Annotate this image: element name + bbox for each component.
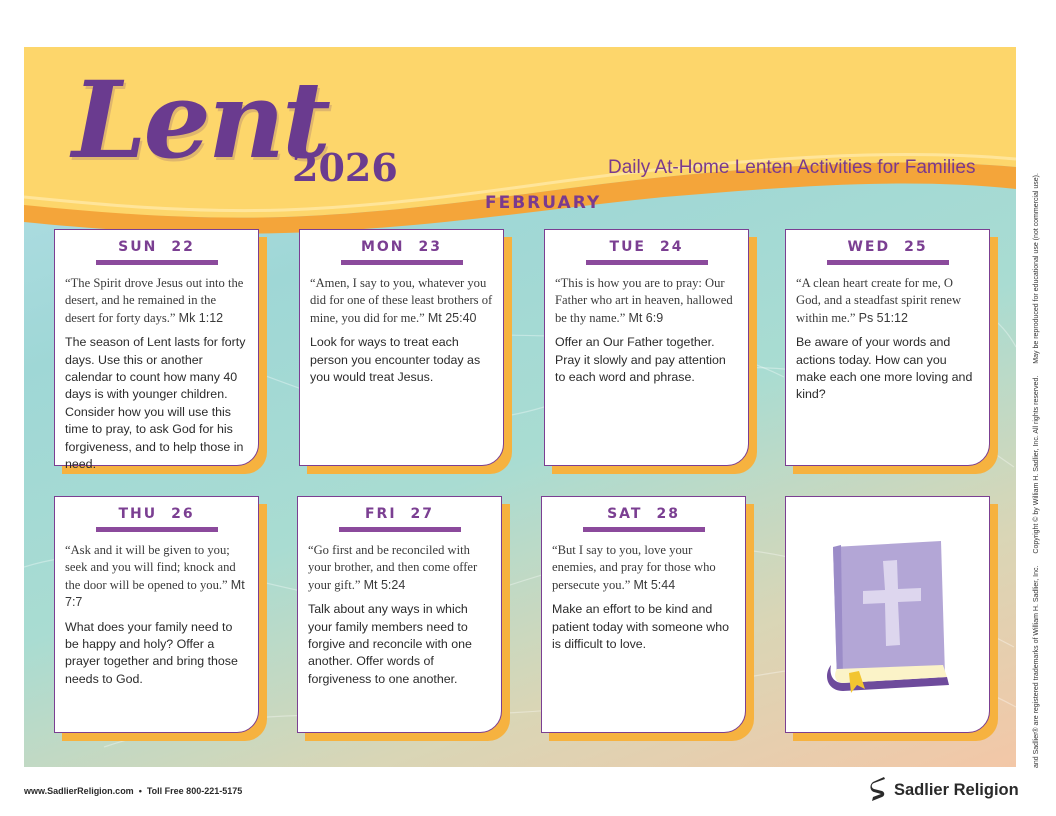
activity-text: Look for ways to treat each person you encounter today as you would treat Jesus. [310,335,481,385]
scripture-ref: Mt 7:7 [65,577,245,610]
footer-contact [24,786,242,796]
day-card-tue [544,229,749,466]
day-rule [583,527,705,532]
day-rule [341,260,463,265]
scripture-quote: “The Spirit drove Jesus out into the desert, and he remained in the desert for forty days.” Mk 1:12 [65,276,244,325]
day-rule [586,260,708,265]
activity-text: What does your family need to be happy and holy? Offer a prayer together and bring those needs to God. [65,619,238,686]
day-header: MON 23 [360,239,443,255]
day-rule [96,527,218,532]
activity-text: Talk about any ways in which your family members need to forgive and reconcile with one another. Offer words of forgiveness to one another. [308,602,472,686]
lent-title: Lent [72,57,329,182]
scripture-quote: “Amen, I say to you, whatever you did for one of these least brothers of mine, you did for me.” Mt 25:40 [310,276,493,325]
bible-card [785,496,990,733]
day-header: THU 26 [118,506,195,522]
activity-text: Make an effort to be kind and patient today with someone who is difficult to love. [552,602,730,652]
website-link[interactable]: www.SadlierReligion.com [24,786,134,796]
day-card-wed [785,229,990,466]
scripture-ref: Mk 1:12 [178,310,224,325]
day-card-fri [297,496,502,733]
day-rule [827,260,949,265]
month-label: FEBRUARY [485,193,602,213]
scripture-ref: Mt 6:9 [628,310,664,325]
day-header: WED 25 [847,239,928,255]
day-card-thu [54,496,259,733]
activity-text: Be aware of your words and actions today. How can you make each one more loving and kind? [796,335,973,402]
phone-number: Toll Free 800-221-5175 [146,786,243,796]
trademark-notice: and Sadlier® are registered trademarks of William H. Sadlier, Inc. [1033,565,1040,768]
usage-notice: May be reproduced for educational use (not commercial use). [1033,173,1040,364]
scripture-ref: Mt 25:40 [427,310,477,325]
activity-text: Offer an Our Father together. Pray it slowly and pay attention to each word and phrase. [555,335,726,385]
day-rule [339,527,461,532]
legal-notice [1033,88,1040,768]
day-rule [96,260,218,265]
page-subtitle: Daily At-Home Lenten Activities for Families [608,157,976,178]
day-header: FRI 27 [364,506,435,522]
scripture-quote: “This is how you are to pray: Our Father who art in heaven, hallowed be thy name.” Mt 6:9 [555,276,733,325]
copyright-notice: Copyright © by William H. Sadlier, Inc. All rights reserved. [1033,375,1040,554]
day-card-sun [54,229,259,472]
day-card-sat [541,496,746,733]
scripture-quote: “Go first and be reconciled with your brother, and then come offer your gift.” Mt 5:24 [308,543,478,592]
sadlier-s-icon [870,777,888,803]
footer-separator: • [138,786,142,796]
scripture-ref: Mt 5:24 [363,577,406,592]
bible-icon [819,537,959,697]
sadlier-logo [870,777,1019,803]
activity-text: The season of Lent lasts for forty days. Use this or another calendar to count how many 40 days is with younger children. Consider how you will use this time to pray, to ask God for his forgiveness, and to help those in need. [65,335,246,472]
day-header: TUE 24 [609,239,684,255]
scripture-quote: “Ask and it will be given to you; seek and you will find; knock and the door will be opened to you.” Mt 7:7 [65,543,245,610]
scripture-ref: Mt 5:44 [633,577,676,592]
lent-year: 2026 [292,145,398,190]
scripture-quote: “A clean heart create for me, O God, and a steadfast spirit renew within me.” Ps 51:12 [796,276,962,325]
brand-name: Sadlier Religion [894,780,1019,799]
day-card-mon [299,229,504,466]
calendar-panel [24,47,1016,767]
scripture-ref: Ps 51:12 [858,310,908,325]
day-header: SUN 22 [118,239,195,255]
day-header: SAT 28 [607,506,680,522]
scripture-quote: “But I say to you, love your enemies, and pray for those who persecute you.” Mt 5:44 [552,543,716,592]
